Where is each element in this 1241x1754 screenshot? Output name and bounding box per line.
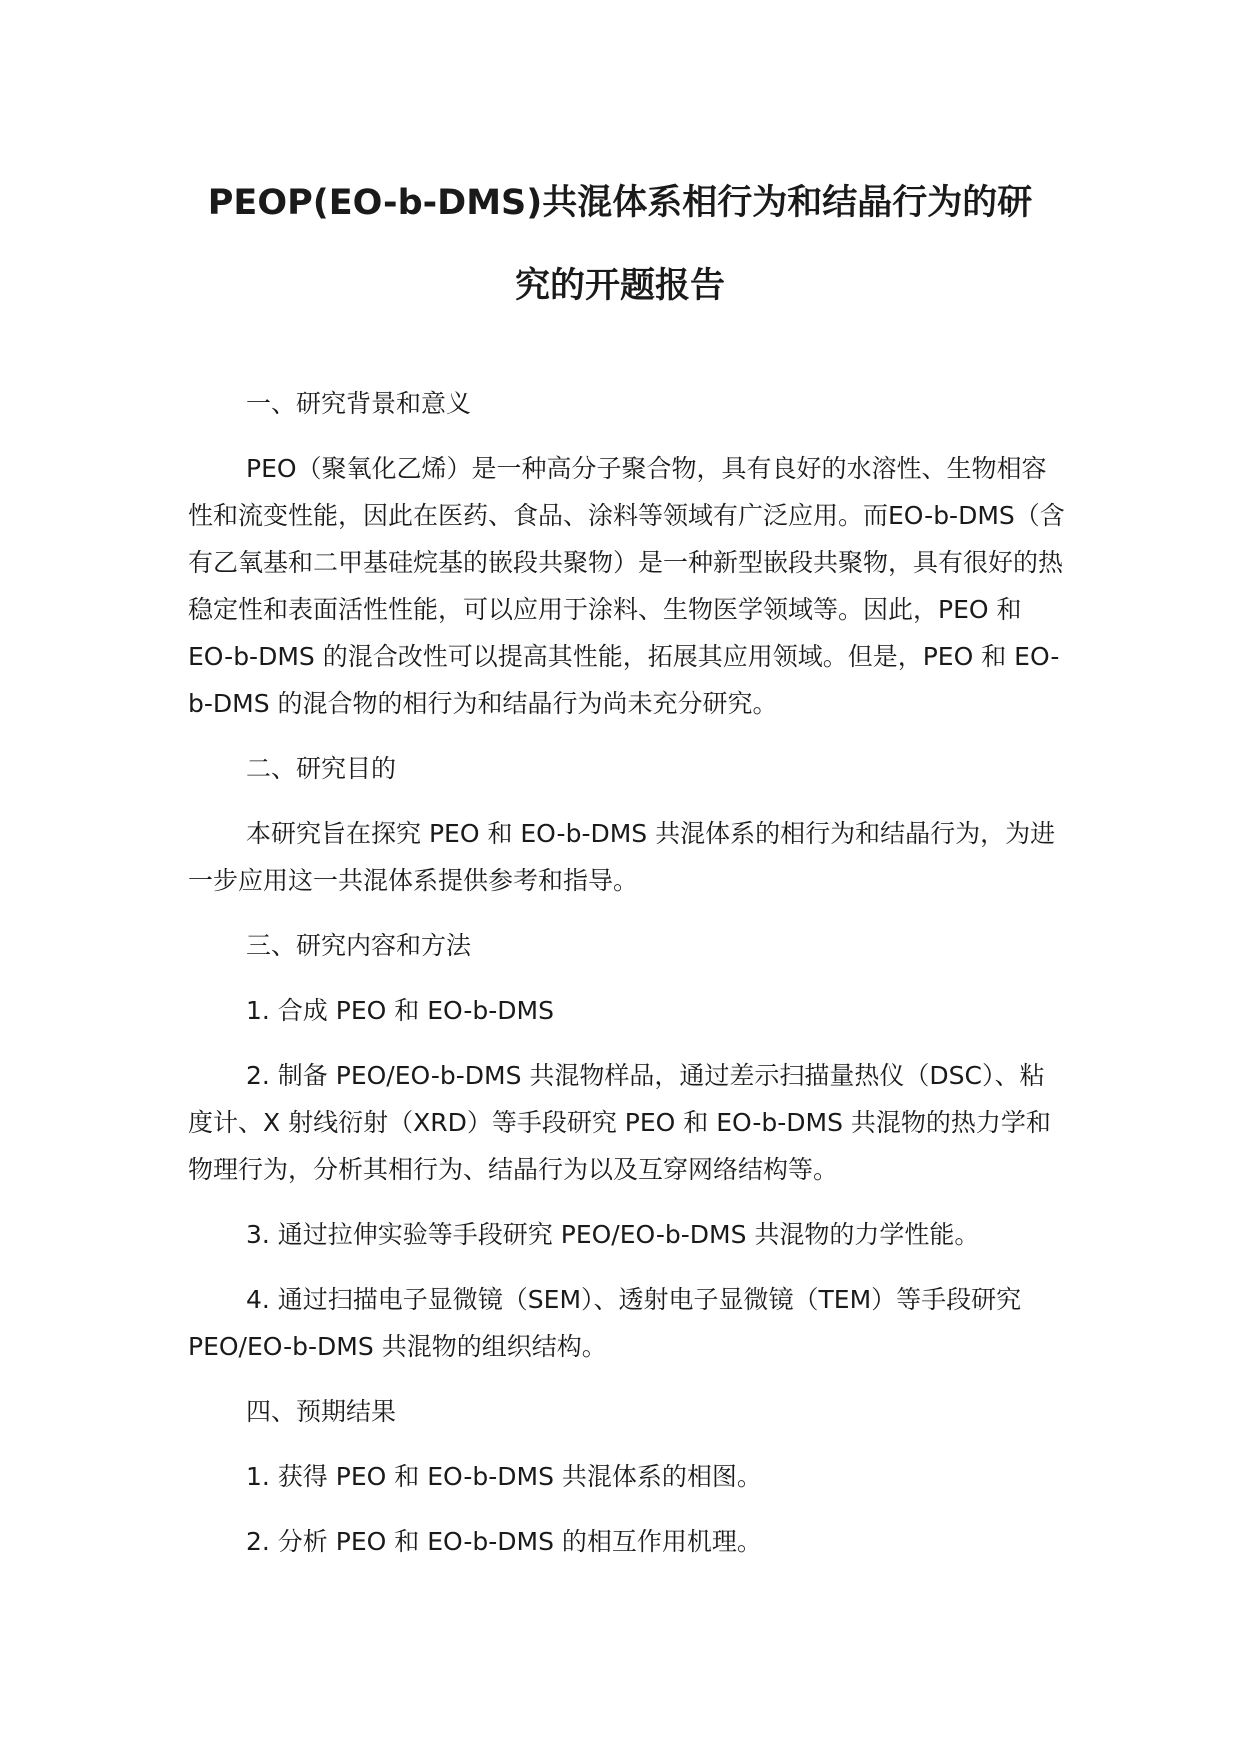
list-item-methods-1: 1. 合成 PEO 和 EO-b-DMS	[246, 996, 554, 1025]
list-item-methods-3: 3. 通过拉伸实验等手段研究 PEO/EO-b-DMS 共混物的力学性能。	[246, 1220, 980, 1249]
paragraph-purpose: 本研究旨在探究 PEO 和 EO-b-DMS 共混体系的相行为和结晶行为，为进一步应用这一共混体系提供参考和指导。	[188, 819, 1056, 895]
list-item-methods-4: 4. 通过扫描电子显微镜（SEM）、透射电子显微镜（TEM）等手段研究 PEO/EO-b-DMS 共混物的组织结构。	[188, 1285, 1022, 1361]
section-heading-background: 一、研究背景和意义	[246, 389, 472, 418]
list-item-methods-2: 2. 制备 PEO/EO-b-DMS 共混物样品，通过差示扫描量热仪（DSC）、粘度计、X 射线衍射（XRD）等手段研究 PEO 和 EO-b-DMS 共混物的热力学和物理行为，分析其相行为、结晶行为以及互穿网络结构等。	[188, 1061, 1051, 1184]
document-body	[188, 380, 1068, 1583]
section-heading-expected-results: 四、预期结果	[246, 1397, 397, 1426]
document-title-line-1: PEOP(EO-b-DMS)共混体系相行为和结晶行为的研	[207, 183, 1033, 223]
document-title-line-2: 究的开题报告	[514, 266, 725, 306]
section-heading-methods: 三、研究内容和方法	[246, 931, 472, 960]
section-heading-purpose: 二、研究目的	[246, 754, 397, 783]
list-item-results-2: 2. 分析 PEO 和 EO-b-DMS 的相互作用机理。	[246, 1527, 762, 1556]
list-item-results-1: 1. 获得 PEO 和 EO-b-DMS 共混体系的相图。	[246, 1462, 762, 1491]
paragraph-background: PEO（聚氧化乙烯）是一种高分子聚合物，具有良好的水溶性、生物相容性和流变性能，因此在医药、食品、涂料等领域有广泛应用。而EO-b-DMS（含有乙氧基和二甲基硅烷基的嵌段共聚物）是一种新型嵌段共聚物，具有很好的热稳定性和表面活性性能，可以应用于涂料、生物医学领域等。因此，PEO 和 EO-b-DMS 的混合改性可以提高其性能，拓展其应用领域。但是，PEO 和 EO-b-DMS 的混合物的相行为和结晶行为尚未充分研究。	[188, 454, 1065, 718]
